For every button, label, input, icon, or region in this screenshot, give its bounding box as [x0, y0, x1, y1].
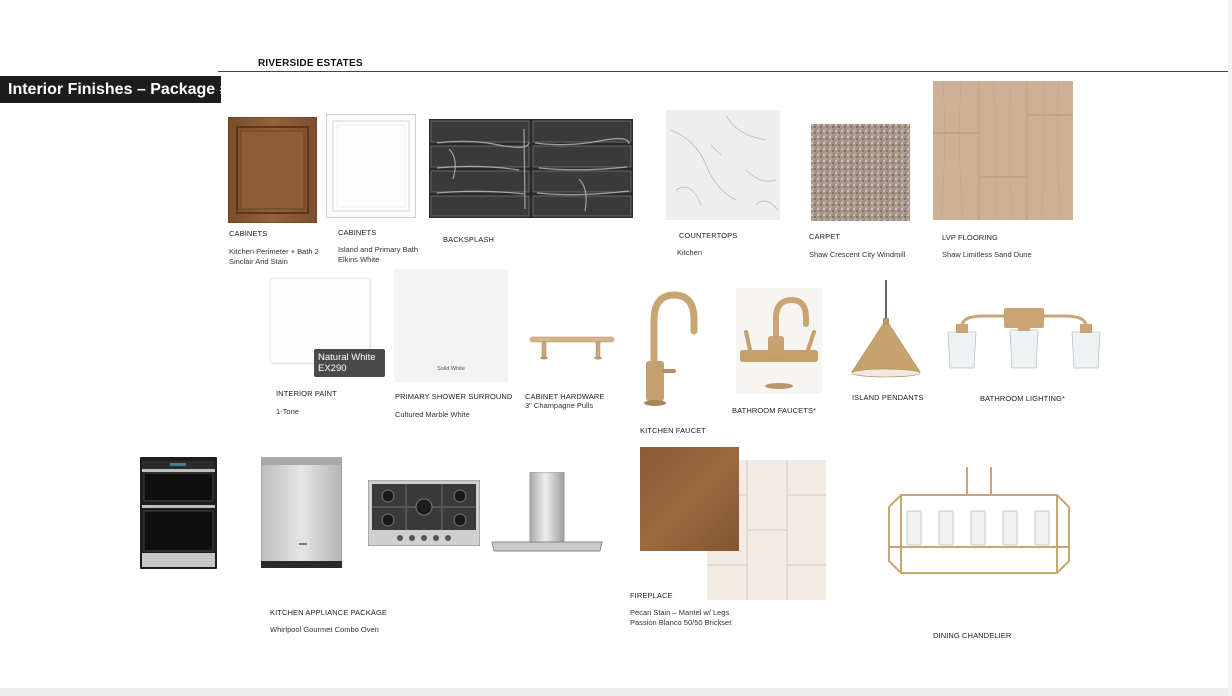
- island-pendant-image: [848, 280, 924, 380]
- page-bottom-edge: [0, 688, 1232, 696]
- wall-oven-image: [140, 457, 217, 569]
- fireplace-label: FIREPLACE: [630, 591, 673, 600]
- cabinets-island-location: Island and Primary Bath: [338, 245, 419, 254]
- countertop-swatch: [666, 110, 780, 220]
- kitchen-appliance-label: KITCHEN APPLIANCE PACKAGE: [270, 608, 387, 617]
- dining-chandelier-image: [883, 467, 1075, 577]
- cabinets-island-label: CABINETS: [338, 228, 377, 237]
- cabinet-hardware-finish: 3" Champagne Pulls: [525, 401, 594, 410]
- carpet-label: CARPET: [809, 232, 841, 241]
- lvp-flooring-label: LVP FLOORING: [942, 233, 998, 242]
- kitchen-faucet-label: KITCHEN FAUCET: [640, 426, 706, 435]
- carpet-product: Shaw Crescent City Windmill: [809, 250, 906, 259]
- backsplash-label: BACKSPLASH: [443, 235, 495, 244]
- lvp-flooring-product: Shaw Limitless Sand Dune: [942, 250, 1032, 259]
- shower-swatch-text: Solid White: [437, 366, 465, 372]
- bathroom-faucet-image: [736, 288, 822, 394]
- carpet-swatch: [811, 124, 910, 221]
- countertops-label: COUNTERTOPS: [679, 231, 738, 240]
- cabinets-island-finish: Elkins White: [338, 255, 380, 264]
- bathroom-faucets-label: BATHROOM FAUCETS*: [732, 406, 817, 415]
- paint-color-tag: [314, 349, 385, 377]
- page-right-edge: [1228, 0, 1232, 696]
- lvp-flooring-swatch: [933, 81, 1073, 220]
- fireplace-mantel: Pecan Stain – Mantel w/ Legs: [630, 608, 730, 617]
- range-hood-image: [490, 472, 604, 553]
- backsplash-tile-image: [429, 119, 633, 218]
- cabinets-perimeter-label: CABINETS: [229, 229, 268, 238]
- countertops-location: Kitchen: [677, 248, 703, 257]
- cabinet-pull-image: [528, 331, 616, 361]
- bathroom-lighting-label: BATHROOM LIGHTING*: [980, 394, 1065, 403]
- dishwasher-image: [261, 457, 342, 568]
- kitchen-faucet-image: [640, 291, 700, 408]
- fireplace-mantel-stain-swatch: [640, 447, 739, 551]
- cabinet-stain-swatch: [228, 117, 317, 223]
- island-pendants-label: ISLAND PENDANTS: [852, 393, 924, 402]
- fireplace-brick: Passion Blanco 50/50 Brickset: [630, 618, 732, 627]
- shower-surround-label: PRIMARY SHOWER SURROUND: [395, 392, 513, 401]
- project-name: RIVERSIDE ESTATES: [258, 58, 363, 69]
- bathroom-vanity-light-image: [944, 306, 1104, 372]
- shower-surround-finish: Cultured Marble White: [395, 410, 470, 419]
- interior-paint-label: INTERIOR PAINT: [276, 389, 337, 398]
- shower-surround-swatch: [394, 269, 508, 382]
- paint-color-code: EX290: [318, 363, 347, 374]
- cabinets-perimeter-location: Kitchen Perimeter + Bath 2: [229, 247, 319, 256]
- kitchen-appliance-product: Whirlpool Gourmet Combo Oven: [270, 625, 379, 634]
- cabinet-hardware-label: CABINET HARDWARE: [525, 392, 605, 401]
- gas-cooktop-image: [368, 480, 480, 546]
- paint-color-name: Natural White: [318, 352, 376, 363]
- interior-paint-scheme: 1-Tone: [276, 407, 299, 416]
- cabinets-perimeter-finish: Sinclair Arid Stain: [229, 257, 288, 266]
- dining-chandelier-label: DINING CHANDELIER: [933, 631, 1012, 640]
- page-title: Interior Finishes – Package #1: [0, 76, 221, 103]
- cabinet-white-swatch: [326, 114, 416, 218]
- header-divider: [218, 71, 1228, 72]
